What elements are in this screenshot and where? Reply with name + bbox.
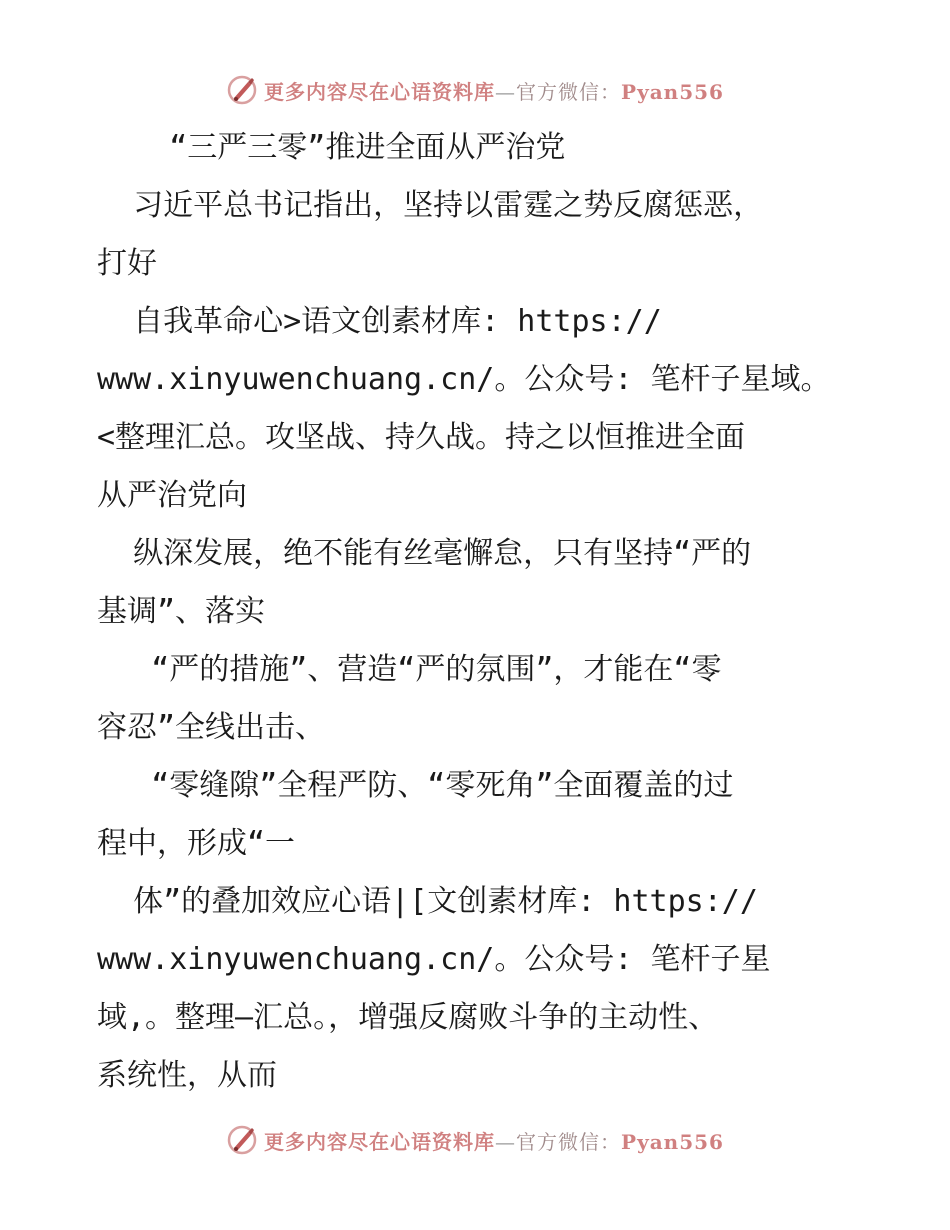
body-line: 系统性，从而 xyxy=(97,1058,277,1093)
watermark-text xyxy=(264,1126,724,1155)
watermark-inner xyxy=(226,74,724,106)
watermark-inner xyxy=(226,1124,724,1156)
body-line: 打好 xyxy=(97,246,157,281)
body-line: 自我革命心>语文创素材库: https:// xyxy=(97,304,662,339)
quill-pen-logo-icon xyxy=(226,1124,258,1156)
header-watermark xyxy=(0,70,950,110)
watermark-wechat-id: Pyan556 xyxy=(621,1129,724,1154)
body-line: www.xinyuwenchuang.cn/。公众号: 笔杆子星 xyxy=(97,942,771,977)
body-line: 容忍”全线出击、 xyxy=(97,710,326,745)
watermark-official-label: 官方微信： xyxy=(516,1129,622,1154)
watermark-wechat-id: Pyan556 xyxy=(621,79,724,104)
quill-pen-logo-icon xyxy=(226,74,258,106)
document-body xyxy=(97,119,867,1105)
body-line: 域,。整理—汇总。，增强反腐败斗争的主动性、 xyxy=(97,1000,719,1035)
watermark-official-label: 官方微信： xyxy=(516,79,622,104)
body-line: 体”的叠加效应心语|[文创素材库: https:// xyxy=(97,884,758,919)
body-line: 纵深发展，绝不能有丝毫懈怠，只有坚持“严的 xyxy=(97,536,752,571)
watermark-separator: — xyxy=(495,79,517,104)
body-line: www.xinyuwenchuang.cn/。公众号: 笔杆子星域。 xyxy=(97,362,831,397)
watermark-text xyxy=(264,76,724,105)
footer-watermark xyxy=(0,1120,950,1160)
body-line: 习近平总书记指出，坚持以雷霆之势反腐惩恶， xyxy=(97,188,764,223)
watermark-site-name: 更多内容尽在心语资料库 xyxy=(264,1129,496,1154)
body-line: 基调”、落实 xyxy=(97,594,266,629)
body-line: “严的措施”、营造“严的氛围”，才能在“零 xyxy=(97,652,722,687)
watermark-separator: — xyxy=(495,1129,517,1154)
document-title: “三严三零”推进全面从严治党 xyxy=(97,130,566,165)
body-line: 从严治党向 xyxy=(97,478,247,513)
watermark-site-name: 更多内容尽在心语资料库 xyxy=(264,79,496,104)
body-line: 程中，形成“一 xyxy=(97,826,296,861)
body-line: <整理汇总。攻坚战、持久战。持之以恒推进全面 xyxy=(97,420,746,455)
body-line: “零缝隙”全程严防、“零死角”全面覆盖的过 xyxy=(97,768,734,803)
